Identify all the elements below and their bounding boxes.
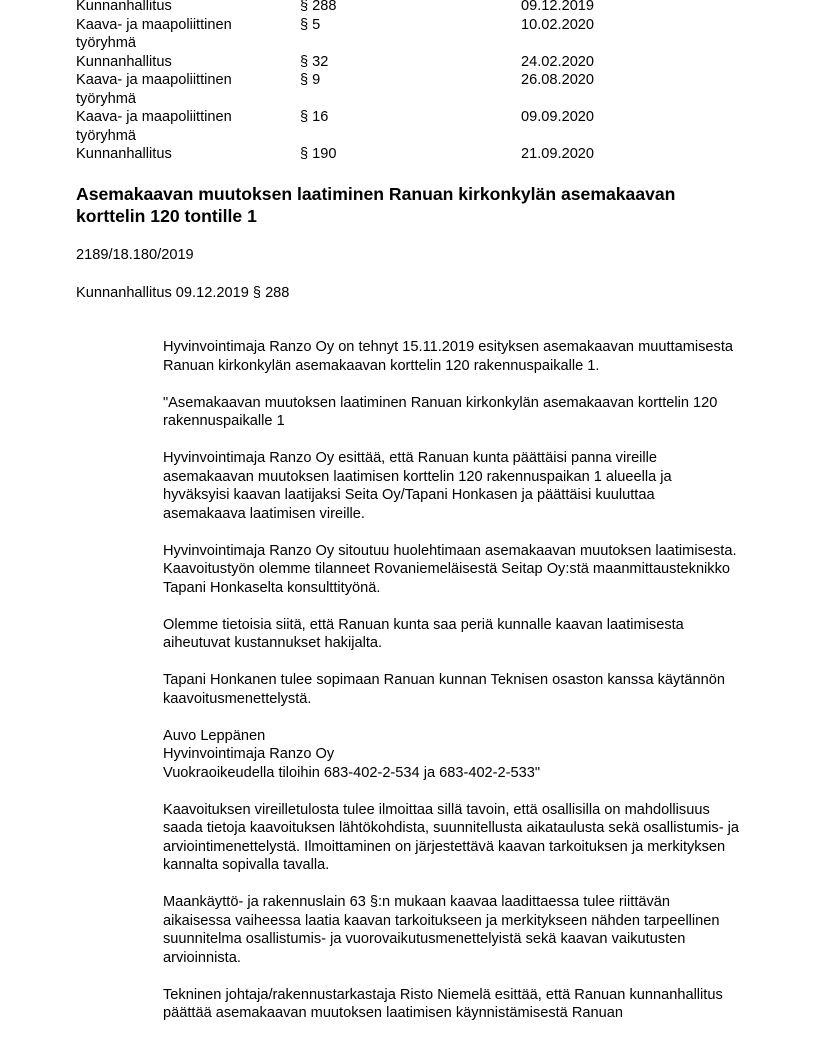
signature-name: Auvo Leppänen [163,727,266,744]
paragraph: "Asemakaavan muutoksen laatiminen Ranuan kirkonkylän asemakaavan korttelin 120 rakennuspaikalle 1 [163,394,718,429]
history-date: 09.12.2019 [521,0,595,14]
history-row [76,0,696,16]
item-content [163,338,741,1041]
history-paragraph: § 16 [300,109,329,125]
history-body: Kunnanhallitus [76,146,172,162]
history-row [76,53,696,72]
history-paragraph: § 5 [300,16,321,33]
diary-number: 2189/18.180/2019 [76,247,194,263]
paragraph: Hyvinvointimaja Ranzo Oy esittää, että Ranuan kunta päättäisi panna vireille asemakaavan muutoksen laatimisen korttelin 120 rakennuspaikan 1 alueella ja hyväksyisi kaavan laatijaksi Seita Oy/Tapani Honkasen ja päättäisi kuuluttaa asemakaava laatimisen vireille. [163,450,672,522]
history-row [76,16,696,53]
item-title: Asemakaavan muutoksen laatiminen Ranuan kirkonkylän asemakaavan korttelin 120 tontille 1 [76,184,676,226]
history-date: 09.09.2020 [521,109,595,125]
signature-block [163,727,741,783]
history-paragraph: § 190 [300,146,337,162]
history-date: 10.02.2020 [521,16,595,33]
history-body: Kunnanhallitus [76,53,172,70]
paragraph: Maankäyttö- ja rakennuslain 63 §:n mukaan kaavaa laadittaessa tulee riittävän aikaisessa vaiheessa laatia kaavan tarkoitukseen ja merkitykseen nähden tarpeellinen suunnitelma osallistumis- ja vuorovaikutusmenettelyistä sekä kaavan vaikutusten arvioinnista. [163,894,720,966]
history-row [76,108,696,145]
history-body: Kaava- ja maapoliittinen työryhmä [76,16,232,51]
signature-subject: Vuokraoikeudella tiloihin 683-402-2-534 ja 683-402-2-533" [163,764,541,781]
history-date: 24.02.2020 [521,53,595,70]
paragraph: Tapani Honkanen tulee sopimaan Ranuan kunnan Teknisen osaston kanssa käytännön kaavoitusmenettelystä. [163,672,725,707]
history-paragraph: § 32 [300,53,329,70]
history-date: 26.08.2020 [521,72,595,88]
history-paragraph: § 9 [300,72,321,88]
history-row [76,145,696,164]
history-body: Kaava- ja maapoliittinen työryhmä [76,109,232,144]
history-body: Kaava- ja maapoliittinen työryhmä [76,72,232,107]
history-paragraph: § 288 [300,0,337,14]
history-date: 21.09.2020 [521,146,595,162]
paragraph: Hyvinvointimaja Ranzo Oy sitoutuu huolehtimaan asemakaavan muutoksen laatimisesta. Kaavoitustyön olemme tilanneet Rovaniemeläisestä Seitap Oy:stä maanmittausteknikko Tapani Honkaselta konsulttityönä. [163,542,737,596]
meeting-reference: Kunnanhallitus 09.12.2019 § 288 [76,285,290,301]
history-body: Kunnanhallitus [76,0,172,14]
processing-history [76,0,696,164]
signature-company: Hyvinvointimaja Ranzo Oy [163,746,335,762]
paragraph: Olemme tietoisia siitä, että Ranuan kunta saa periä kunnalle kaavan laatimisesta aiheutuvat kustannukset hakijalta. [163,616,684,651]
paragraph: Kaavoituksen vireilletulosta tulee ilmoittaa sillä tavoin, että osallisilla on mahdollisuus saada tietoja kaavoituksen lähtökohdista, suunnitellusta aikataulusta sekä osallistumis- ja arviointimenettelystä. Ilmoittaminen on järjestettävä kaavan tarkoituksen ja merkityksen kannalta sopivalla tavalla. [163,801,739,873]
history-row [76,71,696,108]
paragraph: Hyvinvointimaja Ranzo Oy on tehnyt 15.11.2019 esityksen asemakaavan muuttamisesta Ranuan kirkonkylän asemakaavan korttelin 120 rakennuspaikalle 1. [163,339,733,374]
paragraph: Tekninen johtaja/rakennustarkastaja Risto Niemelä esittää, että Ranuan kunnanhallitus päättää asemakaavan muutoksen laatimisen käynnistämisestä Ranuan [163,986,723,1021]
